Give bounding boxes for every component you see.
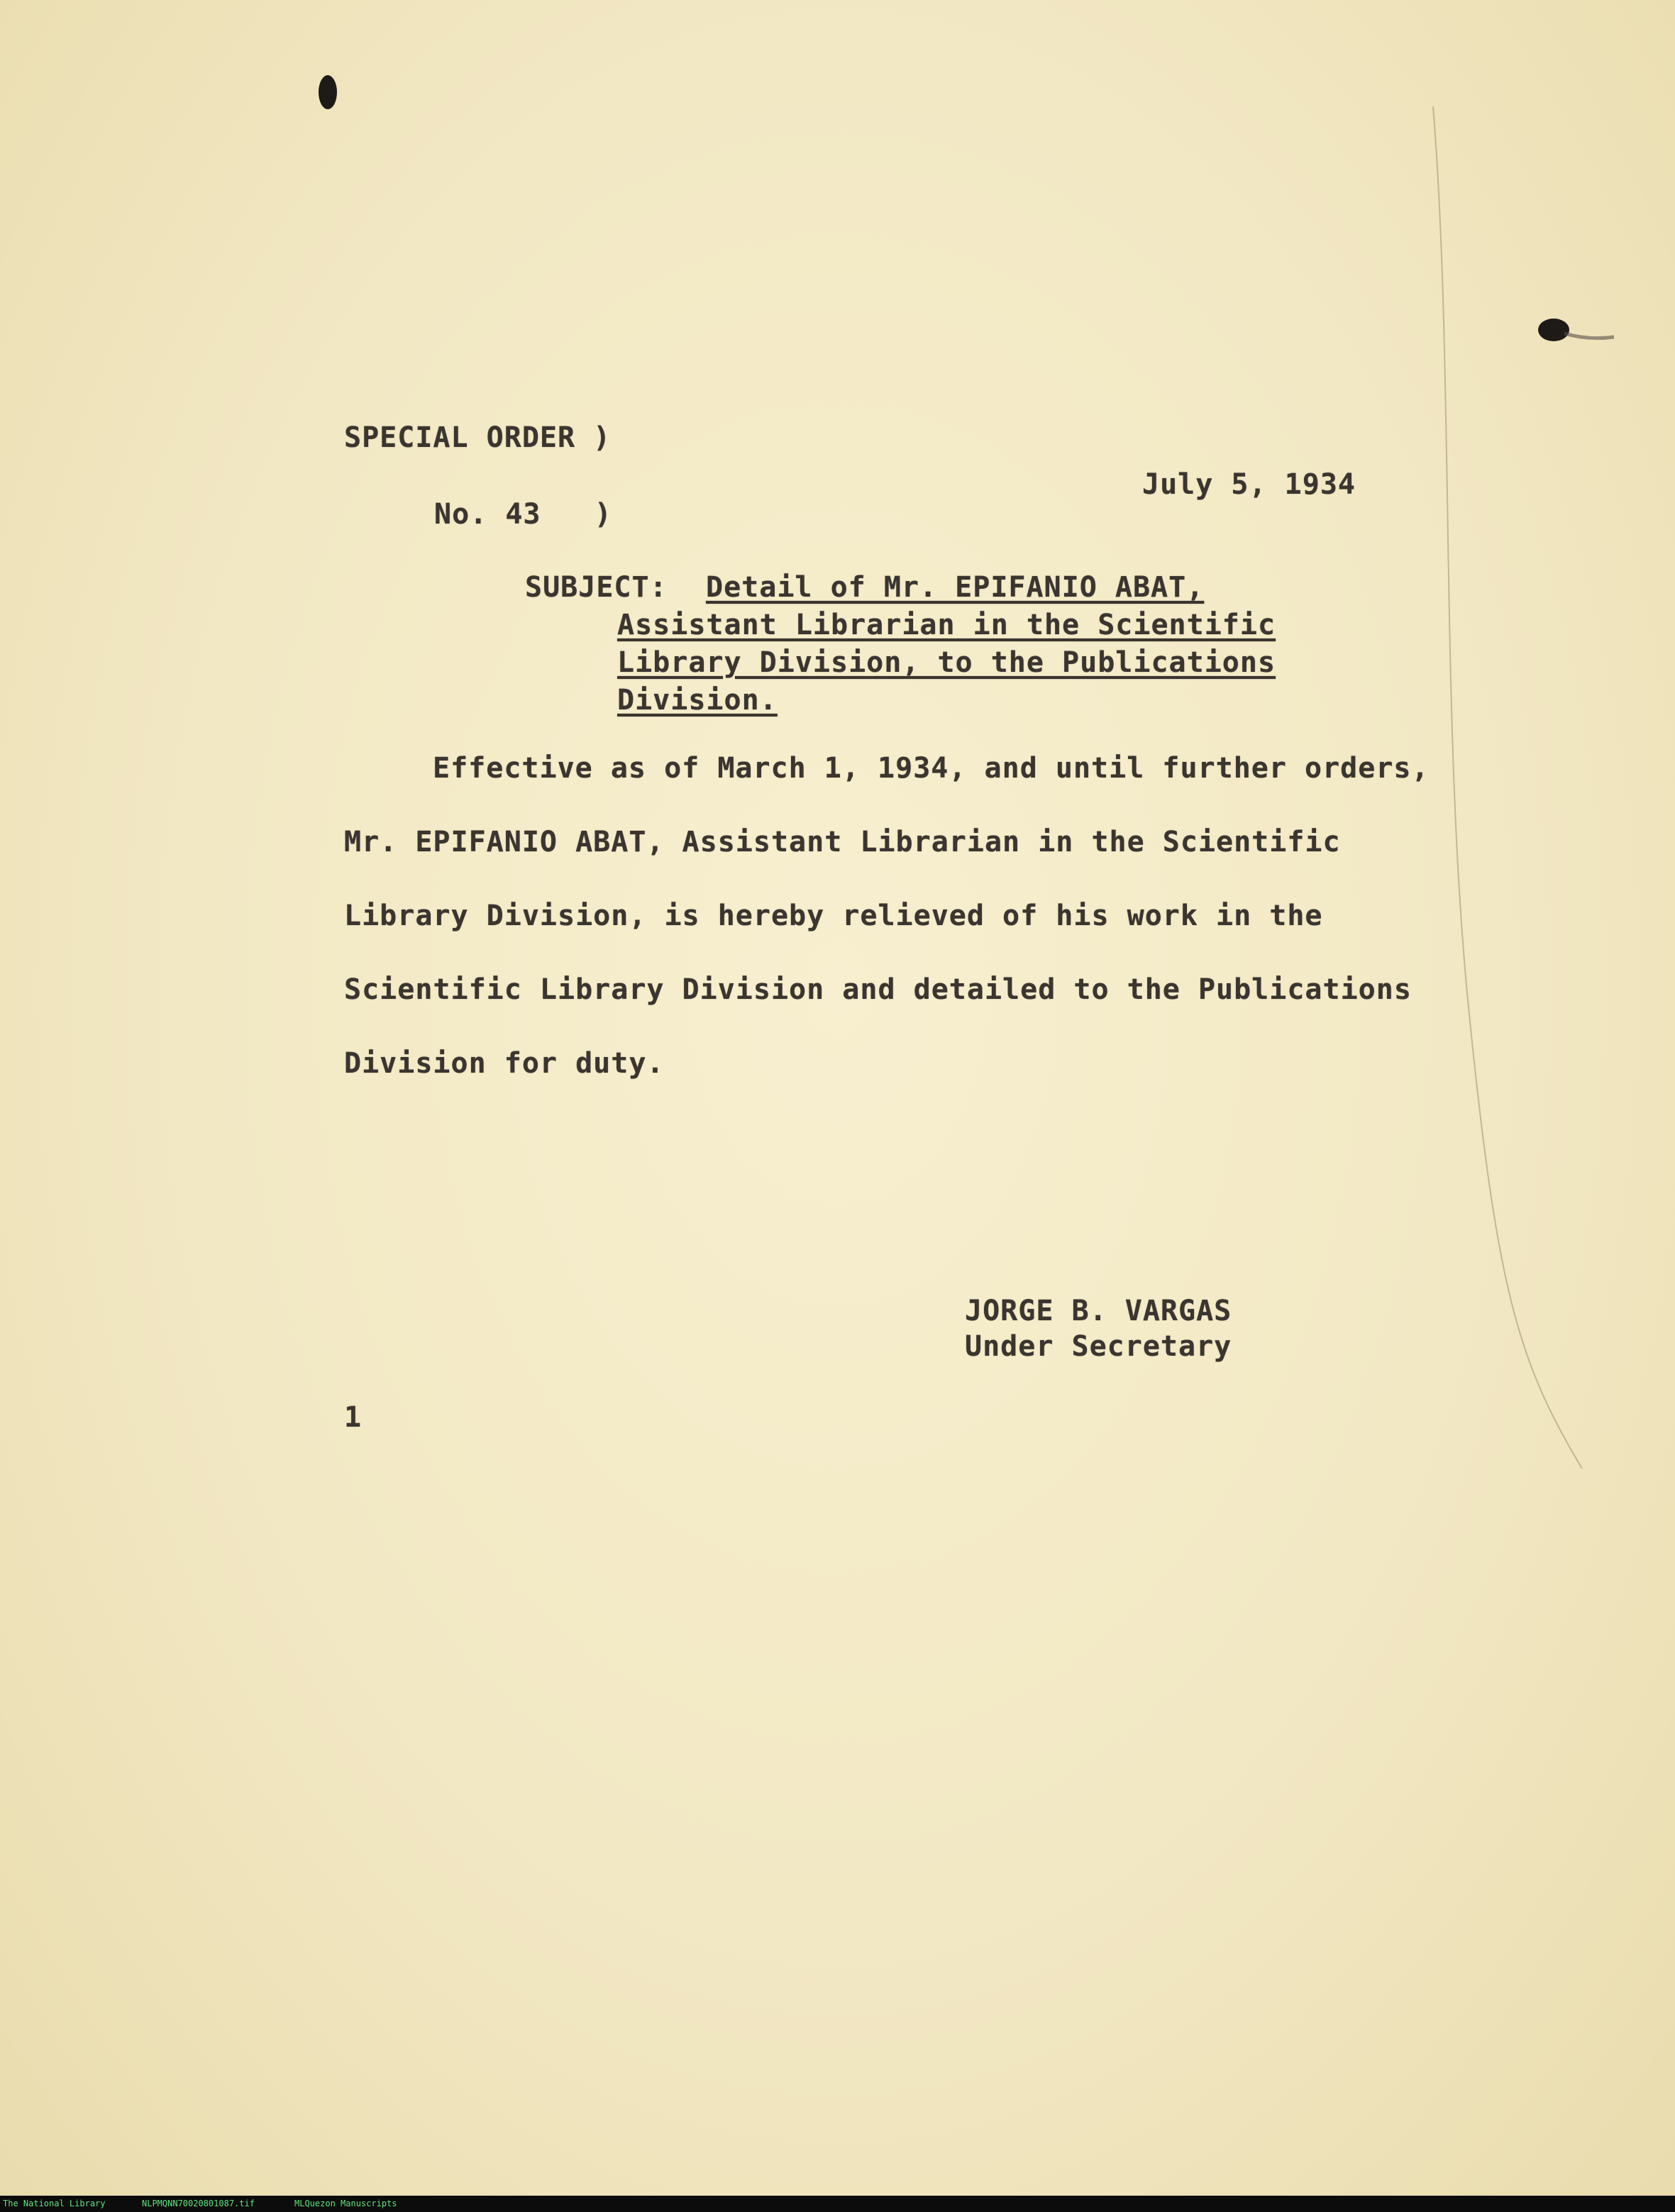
- subject-line: Detail of Mr. EPIFANIO ABAT,: [706, 571, 1205, 604]
- fold-crease: [1412, 85, 1625, 1504]
- signatory-name: JORGE B. VARGAS: [965, 1295, 1232, 1327]
- signatory-title: Under Secretary: [965, 1330, 1232, 1363]
- body-line: Effective as of March 1, 1934, and until further orders,: [433, 752, 1430, 785]
- body-line: Mr. EPIFANIO ABAT, Assistant Librarian in the Scientific: [344, 826, 1341, 858]
- subject-line: Assistant Librarian in the Scientific: [617, 609, 1276, 641]
- footer-file: NLPMQNN70020801087.tif: [142, 2199, 255, 2208]
- body-line: Division for duty.: [344, 1047, 665, 1080]
- body-line: Scientific Library Division and detailed to the Publications: [344, 973, 1412, 1006]
- subject-line: Library Division, to the Publications: [617, 646, 1276, 679]
- ink-mark-top-left: [312, 57, 348, 128]
- footer-collection: MLQuezon Manuscripts: [294, 2199, 397, 2208]
- special-order-label: SPECIAL ORDER ): [344, 421, 612, 454]
- page-number: 1: [344, 1401, 363, 1434]
- subject-label: SUBJECT:: [525, 571, 668, 604]
- order-date: July 5, 1934: [1142, 468, 1356, 501]
- body-line: Library Division, is hereby relieved of his work in the: [344, 900, 1323, 932]
- subject-line: Division.: [617, 684, 778, 717]
- order-number: No. 43 ): [434, 498, 612, 531]
- archive-footer-bar: [0, 2196, 1675, 2212]
- footer-library: The National Library: [3, 2199, 106, 2208]
